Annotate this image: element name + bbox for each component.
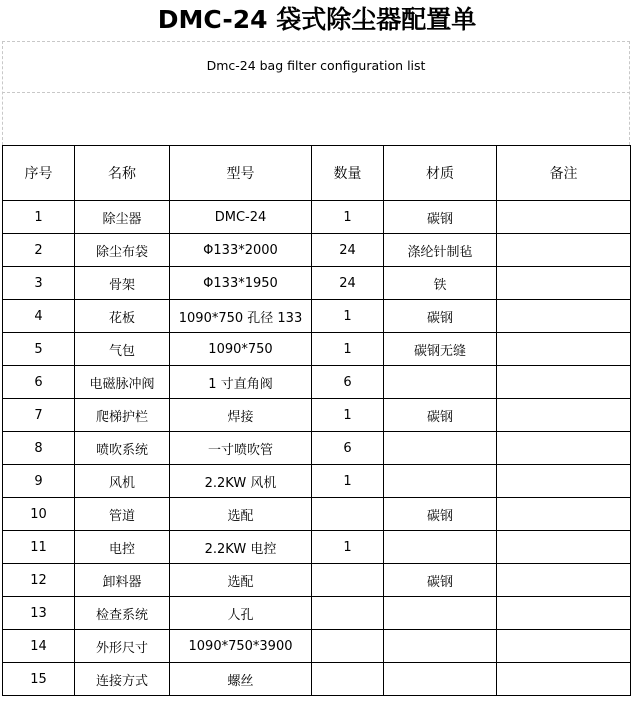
table-row: [3, 531, 631, 564]
cell-remark: [497, 630, 631, 663]
cell-remark: [497, 498, 631, 531]
cell-model: 1090*750*3900: [170, 630, 312, 663]
cell-model: 一寸喷吹管: [170, 432, 312, 465]
cell-no: 2: [3, 234, 75, 267]
cell-name: 连接方式: [75, 663, 170, 696]
header-name: 名称: [75, 146, 170, 201]
cell-remark: [497, 564, 631, 597]
cell-model: 螺丝: [170, 663, 312, 696]
cell-name: 除尘器: [75, 201, 170, 234]
cell-material: 碳钢: [384, 399, 497, 432]
cell-remark: [497, 300, 631, 333]
cell-no: 12: [3, 564, 75, 597]
cell-model: Φ133*1950: [170, 267, 312, 300]
header-qty: 数量: [312, 146, 384, 201]
cell-model: Φ133*2000: [170, 234, 312, 267]
cell-qty: [312, 564, 384, 597]
cell-name: 卸料器: [75, 564, 170, 597]
table-row: [3, 366, 631, 399]
cell-no: 5: [3, 333, 75, 366]
cell-name: 管道: [75, 498, 170, 531]
cell-name: 风机: [75, 465, 170, 498]
page-title: DMC-24 袋式除尘器配置单: [157, 5, 477, 34]
configuration-table: [2, 145, 631, 696]
table-row: [3, 201, 631, 234]
cell-qty: 1: [312, 399, 384, 432]
cell-name: 气包: [75, 333, 170, 366]
cell-name: 检查系统: [75, 597, 170, 630]
cell-model: 2.2KW 风机: [170, 465, 312, 498]
cell-remark: [497, 465, 631, 498]
cell-remark: [497, 366, 631, 399]
cell-name: 电控: [75, 531, 170, 564]
cell-qty: 6: [312, 366, 384, 399]
cell-material: 碳钢: [384, 300, 497, 333]
cell-qty: [312, 630, 384, 663]
cell-material: 碳钢: [384, 564, 497, 597]
table-row: [3, 267, 631, 300]
table-row: [3, 630, 631, 663]
cell-material: 涤纶针制毡: [384, 234, 497, 267]
cell-name: 外形尺寸: [75, 630, 170, 663]
cell-remark: [497, 201, 631, 234]
cell-model: 1090*750: [170, 333, 312, 366]
cell-qty: 1: [312, 201, 384, 234]
cell-material: 铁: [384, 267, 497, 300]
cell-no: 6: [3, 366, 75, 399]
cell-remark: [497, 663, 631, 696]
cell-no: 1: [3, 201, 75, 234]
cell-model: DMC-24: [170, 201, 312, 234]
cell-name: 爬梯护栏: [75, 399, 170, 432]
cell-remark: [497, 333, 631, 366]
cell-qty: 24: [312, 267, 384, 300]
cell-material: [384, 465, 497, 498]
divider: [2, 92, 630, 93]
cell-no: 14: [3, 630, 75, 663]
table-row: [3, 399, 631, 432]
cell-qty: 6: [312, 432, 384, 465]
cell-no: 11: [3, 531, 75, 564]
cell-model: 1 寸直角阀: [170, 366, 312, 399]
cell-model: 选配: [170, 498, 312, 531]
table-row: [3, 663, 631, 696]
cell-no: 8: [3, 432, 75, 465]
table-row: [3, 597, 631, 630]
cell-name: 喷吹系统: [75, 432, 170, 465]
cell-remark: [497, 399, 631, 432]
subtitle: Dmc-24 bag filter configuration list: [206, 58, 426, 73]
cell-qty: 1: [312, 465, 384, 498]
header-no: 序号: [3, 146, 75, 201]
table-row: [3, 564, 631, 597]
cell-remark: [497, 234, 631, 267]
cell-remark: [497, 267, 631, 300]
table-row: [3, 234, 631, 267]
cell-name: 除尘布袋: [75, 234, 170, 267]
table-row: [3, 498, 631, 531]
header-material: 材质: [384, 146, 497, 201]
cell-model: 2.2KW 电控: [170, 531, 312, 564]
table-row: [3, 333, 631, 366]
cell-model: 人孔: [170, 597, 312, 630]
cell-material: [384, 531, 497, 564]
cell-model: 焊接: [170, 399, 312, 432]
cell-no: 4: [3, 300, 75, 333]
header-model: 型号: [170, 146, 312, 201]
cell-qty: 1: [312, 531, 384, 564]
subtitle-block: [2, 41, 630, 145]
cell-remark: [497, 432, 631, 465]
divider: [2, 41, 630, 42]
cell-material: 碳钢: [384, 201, 497, 234]
cell-qty: [312, 498, 384, 531]
cell-qty: 24: [312, 234, 384, 267]
cell-no: 7: [3, 399, 75, 432]
cell-no: 15: [3, 663, 75, 696]
cell-material: [384, 432, 497, 465]
cell-qty: 1: [312, 333, 384, 366]
table-row: [3, 432, 631, 465]
table-row: [3, 465, 631, 498]
cell-material: [384, 663, 497, 696]
cell-name: 花板: [75, 300, 170, 333]
cell-name: 电磁脉冲阀: [75, 366, 170, 399]
cell-qty: [312, 597, 384, 630]
cell-no: 3: [3, 267, 75, 300]
cell-no: 9: [3, 465, 75, 498]
cell-name: 骨架: [75, 267, 170, 300]
header-remark: 备注: [497, 146, 631, 201]
cell-qty: [312, 663, 384, 696]
table-header-row: [3, 146, 631, 201]
cell-material: [384, 366, 497, 399]
cell-no: 13: [3, 597, 75, 630]
cell-qty: 1: [312, 300, 384, 333]
cell-material: [384, 630, 497, 663]
cell-material: 碳钢: [384, 498, 497, 531]
cell-remark: [497, 531, 631, 564]
cell-remark: [497, 597, 631, 630]
cell-material: 碳钢无缝: [384, 333, 497, 366]
cell-model: 选配: [170, 564, 312, 597]
cell-no: 10: [3, 498, 75, 531]
table-row: [3, 300, 631, 333]
cell-material: [384, 597, 497, 630]
cell-model: 1090*750 孔径 133: [170, 300, 312, 333]
